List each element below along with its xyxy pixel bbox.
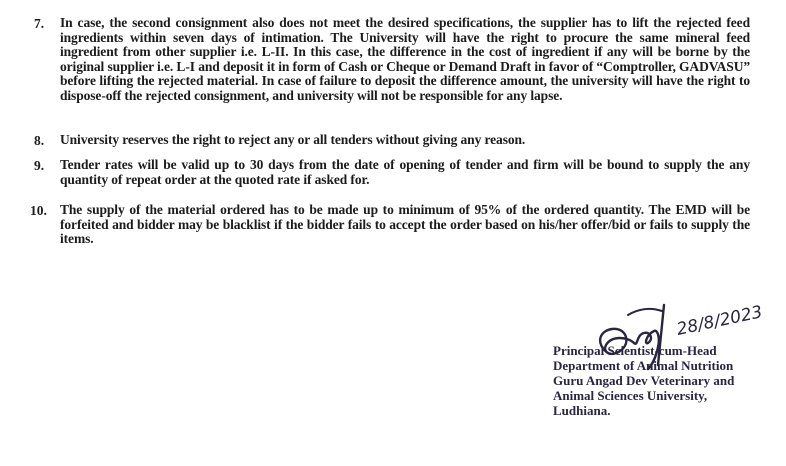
clause-text: Tender rates will be valid up to 30 days from the date of opening of tender and firm will be bound to supply the any quantity of repeat order at the quoted rate if asked for. <box>60 157 750 187</box>
signature-date: 28/8/2023 <box>674 302 765 340</box>
clause-number: 8. <box>34 133 45 148</box>
clause-number: 7. <box>34 16 45 31</box>
clause-number: 9. <box>34 158 45 173</box>
signatory-city: Ludhiana. <box>553 403 611 418</box>
clause-text: University reserves the right to reject any or all tenders without giving any reason. <box>60 132 526 147</box>
clause-number: 10. <box>30 203 47 218</box>
signatory-designation: Principal Scientist-cum-Head <box>553 343 717 358</box>
clause-text: The supply of the material ordered has to be made up to minimum of 95% of the ordered quantity. The EMD will be forfeited and bidder may be blacklist if the bidder fails to accept the order based on his/her offer/bid or fails to supply the items. <box>60 202 750 246</box>
handwritten-signature <box>588 295 786 375</box>
clause-text: In case, the second consignment also does not meet the desired specifications, the supplier has to lift the rejected feed ingredients within seven days of intimation. The University will have the right to procure the same mineral feed ingredient from other supplier i.e. L-II. In this case, the difference in the cost of ingredient if any will be borne by the original supplier i.e. L-I and deposit it in form of Cash or Cheque or Demand Draft in favor of “Comptroller, GADVASU” before lifting the rejected material. In case of failure to deposit the difference amount, the university will have the right to dispose-off the rejected consignment, and university will not be responsible for any lapse. <box>60 15 750 103</box>
signatory-university-line1: Guru Angad Dev Veterinary and <box>553 373 735 388</box>
signatory-university-line2: Animal Sciences University, <box>553 388 708 403</box>
signatory-department: Department of Animal Nutrition <box>553 358 734 373</box>
